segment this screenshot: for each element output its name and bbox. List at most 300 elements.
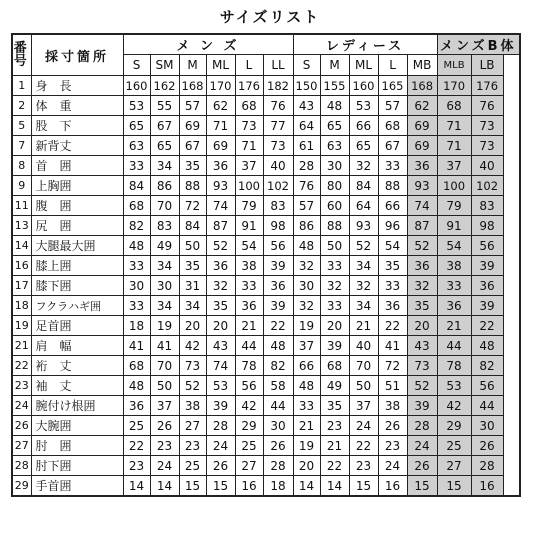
size-value: 39 — [206, 396, 235, 416]
size-value: 35 — [179, 156, 206, 176]
size-value: 21 — [437, 316, 471, 336]
size-value: 102 — [263, 176, 293, 196]
size-value: 50 — [179, 236, 206, 256]
size-value: 87 — [407, 216, 437, 236]
size-value: 36 — [407, 156, 437, 176]
size-value: 23 — [378, 436, 407, 456]
size-value: 72 — [179, 196, 206, 216]
size-value: 69 — [407, 116, 437, 136]
size-value: 68 — [320, 356, 349, 376]
size-value: 41 — [378, 336, 407, 356]
size-value: 40 — [471, 156, 503, 176]
size-value: 32 — [320, 276, 349, 296]
size-value: 23 — [320, 416, 349, 436]
size-value: 30 — [293, 276, 320, 296]
row-number: 13 — [12, 216, 31, 236]
size-label: SM — [150, 55, 179, 76]
size-value: 38 — [179, 396, 206, 416]
size-value: 73 — [235, 116, 263, 136]
size-value: 35 — [206, 296, 235, 316]
size-value: 53 — [123, 96, 150, 116]
size-value: 33 — [123, 156, 150, 176]
size-label: M — [179, 55, 206, 76]
size-value: 23 — [123, 456, 150, 476]
table-row — [12, 96, 520, 116]
size-value: 24 — [378, 456, 407, 476]
size-value: 33 — [123, 256, 150, 276]
size-value: 33 — [320, 296, 349, 316]
size-label: S — [293, 55, 320, 76]
size-value: 27 — [235, 456, 263, 476]
measurement-part: 手首囲 — [31, 476, 123, 497]
size-value: 52 — [206, 236, 235, 256]
measurement-part: 肘 囲 — [31, 436, 123, 456]
measurement-part: 腹 囲 — [31, 196, 123, 216]
size-value: 96 — [378, 216, 407, 236]
size-value: 15 — [407, 476, 437, 497]
row-number: 7 — [12, 136, 31, 156]
measurement-part: 新背丈 — [31, 136, 123, 156]
size-value: 70 — [150, 196, 179, 216]
size-value: 44 — [471, 396, 503, 416]
size-value: 60 — [320, 196, 349, 216]
size-value: 79 — [437, 196, 471, 216]
row-number: 16 — [12, 256, 31, 276]
size-value: 24 — [206, 436, 235, 456]
size-value: 57 — [179, 96, 206, 116]
table-row — [12, 456, 520, 476]
size-value: 37 — [235, 156, 263, 176]
size-value: 43 — [407, 336, 437, 356]
size-value: 42 — [179, 336, 206, 356]
size-value: 71 — [235, 136, 263, 156]
size-value: 82 — [123, 216, 150, 236]
table-row — [12, 136, 520, 156]
measurement-part: 体 重 — [31, 96, 123, 116]
row-number: 18 — [12, 296, 31, 316]
row-number: 5 — [12, 116, 31, 136]
table-row — [12, 296, 520, 316]
table-row — [12, 236, 520, 256]
size-value: 71 — [206, 116, 235, 136]
size-value: 67 — [150, 116, 179, 136]
size-value: 68 — [437, 96, 471, 116]
size-value: 20 — [407, 316, 437, 336]
size-value: 62 — [206, 96, 235, 116]
size-value: 61 — [293, 136, 320, 156]
size-value: 51 — [378, 376, 407, 396]
size-value: 37 — [293, 336, 320, 356]
table-row — [12, 116, 520, 136]
size-value: 93 — [407, 176, 437, 196]
measurement-part: 尻 囲 — [31, 216, 123, 236]
size-value: 35 — [407, 296, 437, 316]
size-value: 98 — [263, 216, 293, 236]
size-value: 98 — [471, 216, 503, 236]
size-value: 36 — [437, 296, 471, 316]
size-value: 36 — [263, 276, 293, 296]
size-value: 14 — [150, 476, 179, 497]
size-value: 24 — [150, 456, 179, 476]
size-value: 24 — [349, 416, 378, 436]
size-value: 71 — [437, 136, 471, 156]
measurement-part: 首 囲 — [31, 156, 123, 176]
group-header-row — [12, 34, 520, 55]
size-value: 37 — [150, 396, 179, 416]
size-value: 39 — [263, 296, 293, 316]
size-value: 84 — [179, 216, 206, 236]
row-number: 26 — [12, 416, 31, 436]
size-value: 43 — [206, 336, 235, 356]
size-group-header: レディース — [293, 34, 437, 55]
size-value: 102 — [471, 176, 503, 196]
size-value: 14 — [123, 476, 150, 497]
size-value: 80 — [320, 176, 349, 196]
size-value: 73 — [471, 136, 503, 156]
size-value: 14 — [320, 476, 349, 497]
size-value: 53 — [349, 96, 378, 116]
size-value: 15 — [179, 476, 206, 497]
size-value: 69 — [179, 116, 206, 136]
size-value: 30 — [150, 276, 179, 296]
size-value: 53 — [206, 376, 235, 396]
size-value: 15 — [349, 476, 378, 497]
size-value: 48 — [123, 236, 150, 256]
size-value: 57 — [293, 196, 320, 216]
size-value: 42 — [437, 396, 471, 416]
size-value: 37 — [437, 156, 471, 176]
size-label: M — [320, 55, 349, 76]
size-value: 38 — [378, 396, 407, 416]
size-value: 32 — [407, 276, 437, 296]
size-value: 20 — [320, 316, 349, 336]
size-value: 22 — [471, 316, 503, 336]
size-value: 30 — [320, 156, 349, 176]
measurement-part: 股 下 — [31, 116, 123, 136]
size-label: L — [378, 55, 407, 76]
size-value: 36 — [235, 296, 263, 316]
number-header-char: 号 — [13, 54, 30, 69]
size-value: 48 — [293, 236, 320, 256]
table-row — [12, 336, 520, 356]
size-value: 26 — [263, 436, 293, 456]
table-row — [12, 376, 520, 396]
size-value: 34 — [150, 296, 179, 316]
size-value: 76 — [471, 96, 503, 116]
size-value: 25 — [179, 456, 206, 476]
size-value: 54 — [437, 236, 471, 256]
size-value: 50 — [320, 236, 349, 256]
size-value: 88 — [179, 176, 206, 196]
size-value: 77 — [263, 116, 293, 136]
size-value: 86 — [150, 176, 179, 196]
size-value: 33 — [320, 256, 349, 276]
table-row — [12, 76, 520, 96]
size-value: 39 — [471, 296, 503, 316]
measurement-part-header: 採寸箇所 — [31, 34, 123, 76]
size-value: 150 — [293, 76, 320, 96]
size-value: 49 — [150, 236, 179, 256]
size-value: 23 — [150, 436, 179, 456]
size-value: 48 — [471, 336, 503, 356]
size-value: 29 — [235, 416, 263, 436]
size-value: 34 — [179, 296, 206, 316]
size-value: 160 — [349, 76, 378, 96]
size-label: ML — [349, 55, 378, 76]
measurement-part: 身 長 — [31, 76, 123, 96]
size-value: 21 — [349, 316, 378, 336]
size-value: 52 — [179, 376, 206, 396]
size-value: 16 — [235, 476, 263, 497]
size-value: 82 — [471, 356, 503, 376]
size-value: 36 — [471, 276, 503, 296]
size-value: 68 — [123, 356, 150, 376]
size-label: MLB — [437, 55, 471, 76]
size-value: 64 — [293, 116, 320, 136]
size-value: 49 — [320, 376, 349, 396]
row-number: 2 — [12, 96, 31, 116]
table-row — [12, 156, 520, 176]
size-value: 40 — [263, 156, 293, 176]
size-value: 100 — [437, 176, 471, 196]
size-value: 22 — [320, 456, 349, 476]
size-value: 100 — [235, 176, 263, 196]
size-value: 28 — [407, 416, 437, 436]
size-value: 32 — [293, 256, 320, 276]
size-value: 65 — [123, 116, 150, 136]
size-value: 22 — [123, 436, 150, 456]
size-value: 28 — [293, 156, 320, 176]
size-value: 21 — [235, 316, 263, 336]
size-value: 22 — [263, 316, 293, 336]
size-value: 36 — [407, 256, 437, 276]
size-value: 24 — [407, 436, 437, 456]
measurement-part: 膝下囲 — [31, 276, 123, 296]
size-value: 56 — [235, 376, 263, 396]
size-value: 32 — [349, 156, 378, 176]
size-value: 83 — [471, 196, 503, 216]
measurement-part: 大腕囲 — [31, 416, 123, 436]
measurement-part: 肩 幅 — [31, 336, 123, 356]
size-value: 27 — [179, 416, 206, 436]
size-value: 15 — [206, 476, 235, 497]
size-value: 32 — [349, 276, 378, 296]
row-number: 27 — [12, 436, 31, 456]
size-value: 27 — [437, 456, 471, 476]
size-value: 93 — [349, 216, 378, 236]
size-value: 22 — [378, 316, 407, 336]
row-number: 19 — [12, 316, 31, 336]
row-number: 24 — [12, 396, 31, 416]
size-value: 28 — [471, 456, 503, 476]
size-value: 40 — [349, 336, 378, 356]
size-value: 69 — [407, 136, 437, 156]
row-number: 29 — [12, 476, 31, 497]
size-value: 35 — [179, 256, 206, 276]
size-value: 88 — [378, 176, 407, 196]
table-row — [12, 276, 520, 296]
size-value: 83 — [263, 196, 293, 216]
size-value: 30 — [471, 416, 503, 436]
size-value: 56 — [263, 236, 293, 256]
measurement-part: 大腿最大囲 — [31, 236, 123, 256]
row-number: 28 — [12, 456, 31, 476]
size-value: 38 — [235, 256, 263, 276]
measurement-part: 袖 丈 — [31, 376, 123, 396]
size-value: 21 — [320, 436, 349, 456]
size-value: 34 — [150, 156, 179, 176]
size-value: 176 — [471, 76, 503, 96]
size-value: 22 — [349, 436, 378, 456]
table-row — [12, 196, 520, 216]
size-value: 33 — [123, 296, 150, 316]
size-value: 68 — [123, 196, 150, 216]
size-group-header: メ ン ズ — [123, 34, 293, 55]
size-value: 63 — [123, 136, 150, 156]
size-value: 55 — [150, 96, 179, 116]
size-value: 73 — [471, 116, 503, 136]
measurement-part: 足首囲 — [31, 316, 123, 336]
size-value: 93 — [206, 176, 235, 196]
size-value: 18 — [123, 316, 150, 336]
size-value: 162 — [150, 76, 179, 96]
size-value: 35 — [320, 396, 349, 416]
size-value: 36 — [206, 256, 235, 276]
row-number: 11 — [12, 196, 31, 216]
size-value: 57 — [378, 96, 407, 116]
size-value: 34 — [349, 256, 378, 276]
size-value: 48 — [123, 376, 150, 396]
size-value: 16 — [471, 476, 503, 497]
size-value: 182 — [263, 76, 293, 96]
size-value: 70 — [150, 356, 179, 376]
size-value: 73 — [179, 356, 206, 376]
size-value: 25 — [437, 436, 471, 456]
size-value: 170 — [206, 76, 235, 96]
size-value: 33 — [235, 276, 263, 296]
size-value: 73 — [263, 136, 293, 156]
size-value: 155 — [320, 76, 349, 96]
size-value: 26 — [378, 416, 407, 436]
size-value: 33 — [378, 156, 407, 176]
row-number: 14 — [12, 236, 31, 256]
size-value: 20 — [293, 456, 320, 476]
size-value: 26 — [206, 456, 235, 476]
size-value: 33 — [293, 396, 320, 416]
row-number: 9 — [12, 176, 31, 196]
size-value: 36 — [378, 296, 407, 316]
size-value: 14 — [293, 476, 320, 497]
size-value: 32 — [206, 276, 235, 296]
size-value: 54 — [235, 236, 263, 256]
size-value: 74 — [407, 196, 437, 216]
size-value: 65 — [150, 136, 179, 156]
size-value: 52 — [349, 236, 378, 256]
size-value: 71 — [437, 116, 471, 136]
size-value: 38 — [437, 256, 471, 276]
size-value: 32 — [293, 296, 320, 316]
table-row — [12, 416, 520, 436]
size-value: 48 — [320, 96, 349, 116]
size-value: 19 — [150, 316, 179, 336]
size-value: 73 — [407, 356, 437, 376]
size-value: 64 — [349, 196, 378, 216]
size-value: 21 — [293, 416, 320, 436]
size-value: 84 — [123, 176, 150, 196]
size-value: 53 — [437, 376, 471, 396]
size-label: S — [123, 55, 150, 76]
size-value: 48 — [263, 336, 293, 356]
size-value: 19 — [293, 316, 320, 336]
size-value: 33 — [437, 276, 471, 296]
size-value: 63 — [320, 136, 349, 156]
row-number: 21 — [12, 336, 31, 356]
table-row — [12, 256, 520, 276]
size-value: 58 — [263, 376, 293, 396]
size-value: 33 — [378, 276, 407, 296]
size-value: 76 — [293, 176, 320, 196]
size-value: 34 — [150, 256, 179, 276]
size-value: 35 — [378, 256, 407, 276]
size-value: 82 — [263, 356, 293, 376]
measurement-part: 裄 丈 — [31, 356, 123, 376]
size-value: 168 — [179, 76, 206, 96]
size-value: 52 — [407, 376, 437, 396]
size-value: 18 — [263, 476, 293, 497]
size-value: 25 — [123, 416, 150, 436]
size-value: 36 — [123, 396, 150, 416]
size-value: 23 — [349, 456, 378, 476]
size-value: 70 — [349, 356, 378, 376]
size-value: 29 — [437, 416, 471, 436]
size-value: 20 — [206, 316, 235, 336]
row-number: 17 — [12, 276, 31, 296]
size-value: 50 — [349, 376, 378, 396]
size-value: 25 — [235, 436, 263, 456]
measurement-part: 腕付け根囲 — [31, 396, 123, 416]
size-value: 176 — [235, 76, 263, 96]
size-value: 65 — [349, 136, 378, 156]
row-number: 22 — [12, 356, 31, 376]
size-value: 19 — [293, 436, 320, 456]
number-header-char: 番 — [13, 41, 30, 56]
size-value: 31 — [179, 276, 206, 296]
size-value: 26 — [150, 416, 179, 436]
size-value: 44 — [263, 396, 293, 416]
size-value: 66 — [349, 116, 378, 136]
table-row — [12, 476, 520, 497]
size-table — [11, 33, 521, 497]
size-value: 74 — [206, 196, 235, 216]
size-value: 44 — [437, 336, 471, 356]
size-value: 44 — [235, 336, 263, 356]
size-value: 78 — [235, 356, 263, 376]
size-value: 87 — [206, 216, 235, 236]
measurement-part: 肘下囲 — [31, 456, 123, 476]
size-value: 34 — [349, 296, 378, 316]
size-value: 15 — [437, 476, 471, 497]
size-value: 16 — [378, 476, 407, 497]
size-value: 72 — [378, 356, 407, 376]
size-value: 165 — [378, 76, 407, 96]
size-value: 66 — [378, 196, 407, 216]
size-table-container — [11, 33, 521, 497]
size-value: 83 — [150, 216, 179, 236]
table-row — [12, 316, 520, 336]
size-label: MB — [407, 55, 437, 76]
size-label: L — [235, 55, 263, 76]
size-value: 39 — [471, 256, 503, 276]
